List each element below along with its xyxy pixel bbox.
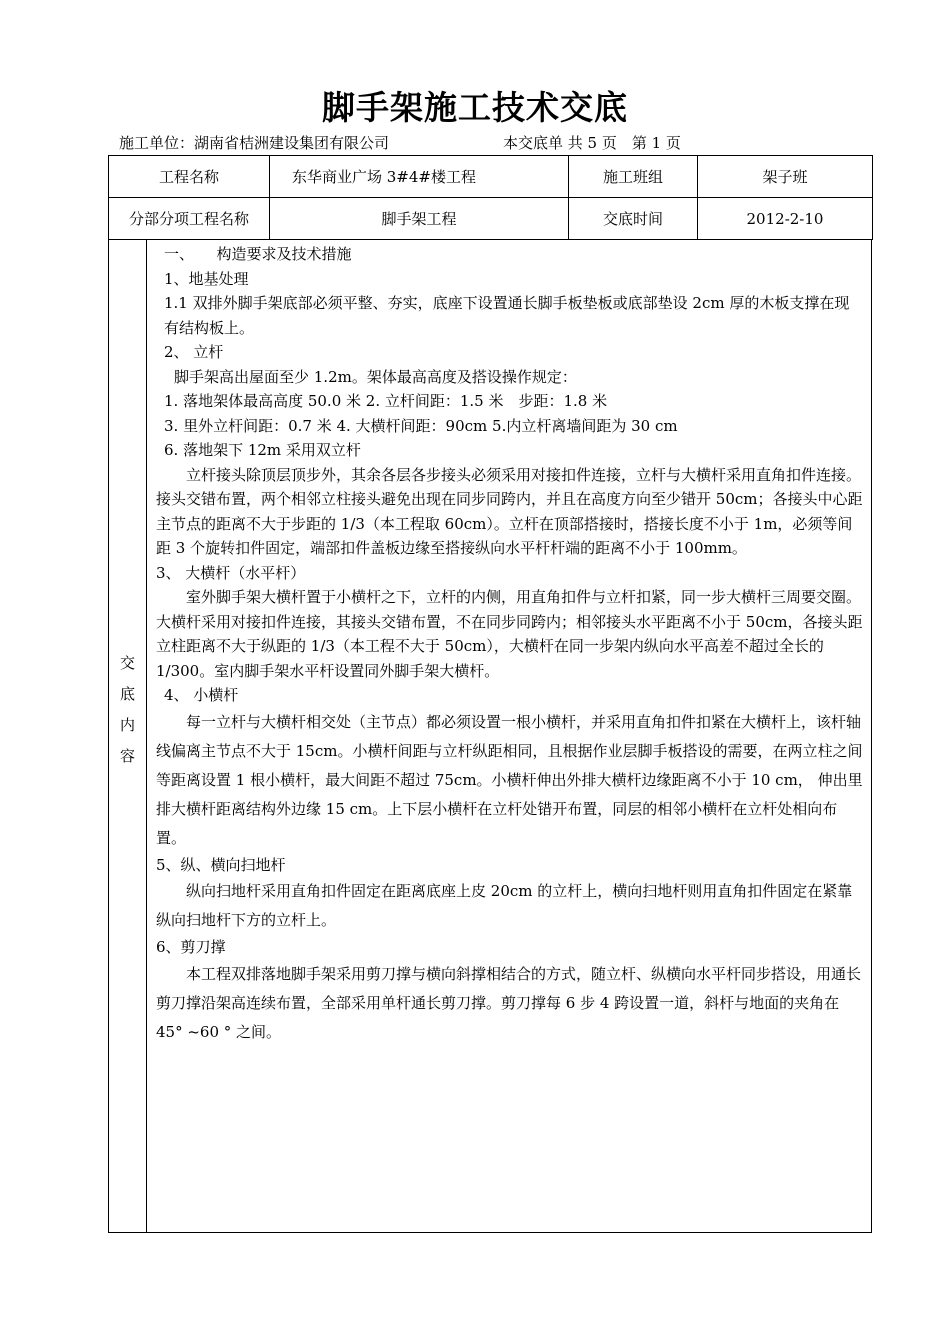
disclosure-body xyxy=(156,242,864,1047)
date-value: 2012-2-10 xyxy=(698,198,873,240)
team-value: 架子班 xyxy=(698,156,873,198)
paragraph: 立杆接头除顶层顶步外，其余各层各步接头必须采用对接扣件连接，立杆与大横杆采用直角扣件连接。接头交错布置，两个相邻立柱接头避免出现在同步同跨内，并且在高度方向至少错开 50cm；各接头中心距主节点的距离不大于步距的 1/3（本工程取 60cm）。立杆在顶部搭接时，搭接长度不小于 1m，必须等间距 3 个旋转扣件固定，端部扣件盖板边缘至搭接纵向水平杆杆端的距离不小于 100mm。 xyxy=(156,465,863,557)
paragraph: 室外脚手架大横杆置于小横杆之下，立杆的内侧，用直角扣件与立杆扣紧，同一步大横杆三周要交圈。大横杆采用对接扣件连接，其接头交错布置，不在同步同跨内；相邻接头水平距离不小于 50cm，各接头距立柱距离不大于纵距的 1/3（本工程不大于 50cm），大横杆在同一步架内纵向水平高差不超过全长的 1/300。室内脚手架水平杆设置同外脚手架大横杆。 xyxy=(156,588,863,680)
subsection-title: 4、 小横杆 xyxy=(164,686,239,704)
subproject-value: 脚手架工程 xyxy=(270,198,569,240)
section-heading: 一、 构造要求及技术措施 xyxy=(164,245,352,263)
side-char: 交 xyxy=(119,654,135,672)
construction-unit: 施工单位：湖南省桔洲建设集团有限公司 xyxy=(119,134,390,152)
date-label: 交底时间 xyxy=(569,198,698,240)
list-item: 6. 落地架下 12m 采用双立杆 xyxy=(164,441,361,459)
page-count: 本交底单 共 5 页 第 1 页 xyxy=(503,134,681,152)
side-label xyxy=(109,648,146,772)
side-label-column xyxy=(109,240,147,1232)
side-char: 内 xyxy=(119,716,135,734)
paragraph: 每一立杆与大横杆相交处（主节点）都必须设置一根小横杆，并采用直角扣件扣紧在大横杆上，该杆轴线偏离主节点不大于 15cm。小横杆间距与立杆纵距相同，且根据作业层脚手板搭设的需要，在两立柱之间等距离设置 1 根小横杆，最大间距不超过 75cm。小横杆伸出外排大横杆边缘距离不小于 10 cm， 伸出里排大横杆距离结构外边缘 15 cm。上下层小横杆在立杆处错开布置，同层的相邻小横杆在立杆处相向布置。 xyxy=(156,712,863,847)
paragraph: 脚手架高出屋面至少 1.2m。架体最高高度及搭设操作规定： xyxy=(174,367,577,386)
team-label: 施工班组 xyxy=(569,156,698,198)
side-char: 容 xyxy=(119,747,135,765)
paragraph: 1.1 双排外脚手架底部必须平整、夯实，底座下设置通长脚手板垫板或底部垫设 2cm 厚的木板支撑在现有结构板上。 xyxy=(164,294,850,337)
side-char: 底 xyxy=(119,685,135,703)
document-title: 脚手架施工技术交底 xyxy=(322,88,628,127)
subsection-title: 1、地基处理 xyxy=(164,269,249,288)
project-info-table xyxy=(108,155,873,240)
subsection-title: 5、纵、横向扫地杆 xyxy=(156,855,286,874)
subproject-label: 分部分项工程名称 xyxy=(109,198,270,240)
list-item: 3. 里外立杆间距：0.7 米 4. 大横杆间距：90cm 5.内立杆离墙间距为 30 cm xyxy=(164,416,678,435)
table-row xyxy=(109,198,873,240)
subsection-title: 2、 立杆 xyxy=(164,343,224,361)
subsection-title: 6、剪刀撑 xyxy=(156,938,226,956)
list-item: 1. 落地架体最高高度 50.0 米 2. 立杆间距：1.5 米 步距：1.8 米 xyxy=(164,392,608,410)
paragraph: 本工程双排落地脚手架采用剪刀撑与横向斜撑相结合的方式，随立杆、纵横向水平杆同步搭设，用通长剪刀撑沿架高连续布置，全部采用单杆通长剪刀撑。剪刀撑每 6 步 4 跨设置一道，斜杆与地面的夹角在 45° ~60 ° 之间。 xyxy=(156,964,862,1041)
paragraph: 纵向扫地杆采用直角扣件固定在距离底座上皮 20cm 的立杆上，横向扫地杆则用直角扣件固定在紧靠纵向扫地杆下方的立杆上。 xyxy=(156,882,853,929)
project-name-value: 东华商业广场 3#4#楼工程 xyxy=(270,156,569,198)
disclosure-content-box xyxy=(108,240,872,1233)
table-row xyxy=(109,156,873,198)
subsection-title: 3、 大横杆（水平杆） xyxy=(156,563,306,582)
project-name-label: 工程名称 xyxy=(109,156,270,198)
header-meta xyxy=(119,132,681,153)
